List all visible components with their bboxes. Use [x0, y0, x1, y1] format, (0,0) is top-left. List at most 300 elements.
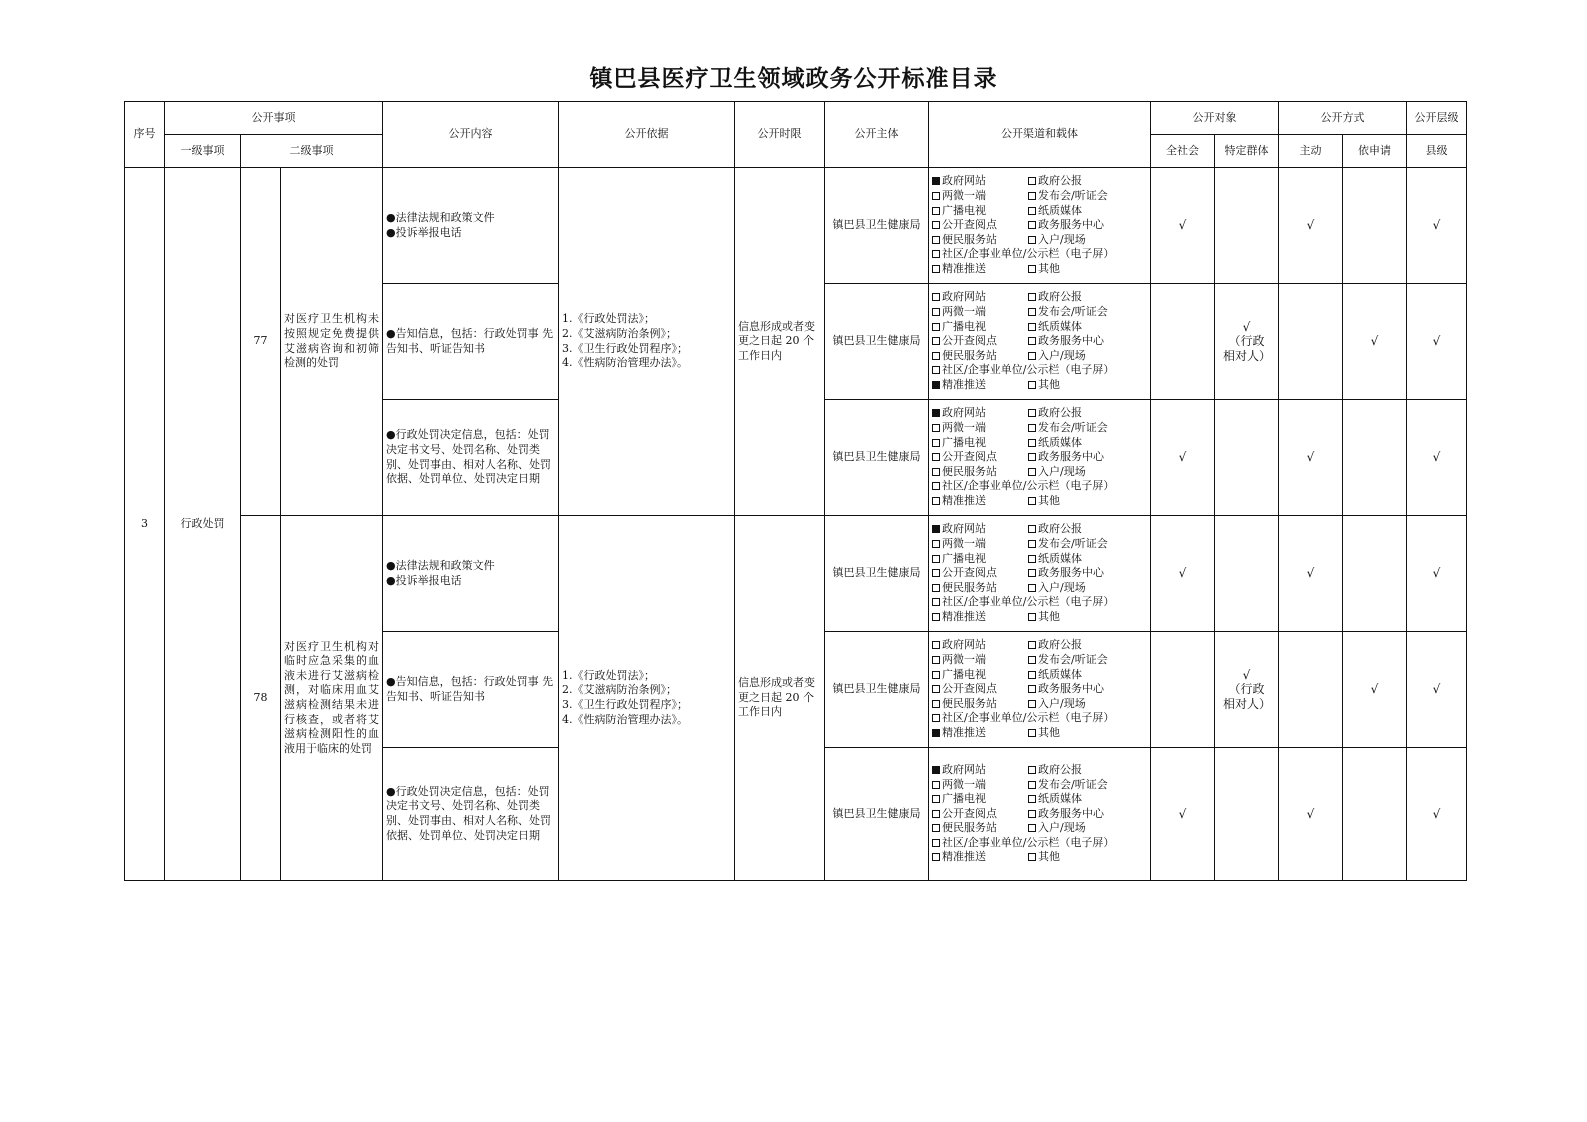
channel-option — [932, 552, 1028, 567]
on-request-check — [1343, 516, 1407, 632]
channel-label: 政府网站 — [942, 522, 986, 536]
unchecked-box-icon — [932, 671, 940, 679]
channel-label: 精准推送 — [942, 261, 986, 275]
channel-row — [932, 522, 1150, 537]
unchecked-box-icon — [1028, 700, 1036, 708]
header-channel: 公开渠道和载体 — [929, 102, 1151, 168]
channel-option — [932, 436, 1028, 451]
table-row — [125, 168, 1467, 284]
header-active: 主动 — [1279, 135, 1343, 168]
checked-box-icon — [932, 409, 940, 417]
channel-label: 公开查阅点 — [942, 334, 997, 348]
channel-label: 纸质媒体 — [1038, 203, 1082, 217]
unchecked-box-icon — [932, 221, 940, 229]
unchecked-box-icon — [1028, 409, 1036, 417]
channel-option — [1028, 581, 1086, 596]
header-county: 县级 — [1407, 135, 1467, 168]
content-cell: ●行政处罚决定信息，包括：处罚决定书文号、处罚名称、处罚类别、处罚事由、相对人名称、处罚依据、处罚单位、处罚决定日期 — [383, 748, 559, 881]
channel-row — [932, 552, 1150, 567]
channel-label: 纸质媒体 — [1038, 435, 1082, 449]
channel-option — [932, 668, 1028, 683]
channel-cell — [929, 168, 1151, 284]
channel-label: 两微一端 — [942, 653, 986, 667]
active-check: √ — [1279, 168, 1343, 284]
channel-label: 入户/现场 — [1038, 464, 1086, 478]
channel-option — [1028, 763, 1082, 778]
specific-group-check: √ （行政相对人） — [1215, 632, 1279, 748]
unchecked-box-icon — [1028, 824, 1036, 832]
channel-label: 精准推送 — [942, 377, 986, 391]
channel-label: 两微一端 — [942, 777, 986, 791]
unchecked-box-icon — [932, 641, 940, 649]
channel-option — [1028, 494, 1060, 509]
header-all-society: 全社会 — [1151, 135, 1215, 168]
unchecked-box-icon — [1028, 525, 1036, 533]
channel-label: 其他 — [1038, 261, 1060, 275]
unchecked-box-icon — [932, 700, 940, 708]
channel-label: 入户/现场 — [1038, 232, 1086, 246]
channel-label: 广播电视 — [942, 203, 986, 217]
channel-option — [1028, 850, 1060, 865]
channel-option — [932, 778, 1028, 793]
unchecked-box-icon — [932, 308, 940, 316]
basis-line: 1.《行政处罚法》； — [562, 312, 655, 326]
channel-row — [932, 697, 1150, 712]
channel-row — [932, 850, 1150, 865]
unchecked-box-icon — [932, 685, 940, 693]
channel-label: 广播电视 — [942, 435, 986, 449]
channel-row — [932, 479, 1150, 494]
channel-cell — [929, 284, 1151, 400]
channel-option — [1028, 522, 1082, 537]
unchecked-box-icon — [1028, 265, 1036, 273]
unchecked-box-icon — [932, 839, 940, 847]
unchecked-box-icon — [1028, 641, 1036, 649]
channel-option — [932, 233, 1028, 248]
channel-option — [1028, 821, 1086, 836]
channel-option — [1028, 450, 1104, 465]
all-society-check: √ — [1151, 168, 1215, 284]
channel-row — [932, 233, 1150, 248]
channel-label: 入户/现场 — [1038, 580, 1086, 594]
channel-row — [932, 581, 1150, 596]
channel-option — [932, 792, 1028, 807]
channel-option — [932, 821, 1028, 836]
table-row — [125, 516, 1467, 632]
unchecked-box-icon — [1028, 439, 1036, 447]
channel-option — [932, 653, 1028, 668]
channel-row — [932, 726, 1150, 741]
on-request-check — [1343, 400, 1407, 516]
channel-label: 发布会/听证会 — [1038, 777, 1108, 791]
unchecked-box-icon — [932, 424, 940, 432]
channel-option — [1028, 638, 1082, 653]
channel-label: 入户/现场 — [1038, 348, 1086, 362]
subject-cell: 镇巴县卫生健康局 — [825, 284, 929, 400]
all-society-check: √ — [1151, 748, 1215, 881]
basis-line: 3.《卫生行政处罚程序》； — [562, 341, 688, 355]
unchecked-box-icon — [1028, 177, 1036, 185]
channel-row — [932, 494, 1150, 509]
channel-row — [932, 566, 1150, 581]
channel-label: 社区/企事业单位/公示栏（电子屏） — [942, 595, 1115, 609]
channel-label: 两微一端 — [942, 421, 986, 435]
unchecked-box-icon — [1028, 685, 1036, 693]
channel-label: 社区/企事业单位/公示栏（电子屏） — [942, 711, 1115, 725]
item-number: 77 — [241, 168, 281, 516]
channel-option — [932, 378, 1028, 393]
basis-line: 2.《艾滋病防治条例》； — [562, 326, 677, 340]
channel-label: 公开查阅点 — [942, 682, 997, 696]
channel-option — [1028, 610, 1060, 625]
channel-row — [932, 174, 1150, 189]
unchecked-box-icon — [1028, 853, 1036, 861]
channel-option — [1028, 320, 1082, 335]
channel-label: 精准推送 — [942, 725, 986, 739]
unchecked-box-icon — [932, 569, 940, 577]
channel-row — [932, 204, 1150, 219]
channel-option — [932, 174, 1028, 189]
header-time-limit: 公开时限 — [735, 102, 825, 168]
subject-cell: 镇巴县卫生健康局 — [825, 168, 929, 284]
unchecked-box-icon — [932, 540, 940, 548]
channel-option — [1028, 807, 1104, 822]
unchecked-box-icon — [932, 265, 940, 273]
channel-row — [932, 436, 1150, 451]
channel-option — [932, 566, 1028, 581]
header-matter: 公开事项 — [165, 102, 383, 135]
on-request-check: √ — [1343, 284, 1407, 400]
header-method: 公开方式 — [1279, 102, 1407, 135]
unchecked-box-icon — [932, 613, 940, 621]
channel-label: 政务服务中心 — [1038, 218, 1104, 232]
unchecked-box-icon — [932, 656, 940, 664]
channel-option — [1028, 421, 1108, 436]
channel-row — [932, 290, 1150, 305]
all-society-check: √ — [1151, 400, 1215, 516]
channel-row — [932, 421, 1150, 436]
channel-option — [932, 494, 1028, 509]
channel-row — [932, 638, 1150, 653]
unchecked-box-icon — [1028, 221, 1036, 229]
channel-option — [932, 218, 1028, 233]
channel-label: 政府网站 — [942, 638, 986, 652]
channel-label: 社区/企事业单位/公示栏（电子屏） — [942, 479, 1115, 493]
channel-label: 便民服务站 — [942, 821, 997, 835]
channel-row — [932, 807, 1150, 822]
channel-label: 发布会/听证会 — [1038, 537, 1108, 551]
channel-row — [932, 218, 1150, 233]
unchecked-box-icon — [1028, 323, 1036, 331]
unchecked-box-icon — [932, 323, 940, 331]
active-check: √ — [1279, 516, 1343, 632]
item-number: 78 — [241, 516, 281, 881]
channel-label: 发布会/听证会 — [1038, 189, 1108, 203]
unchecked-box-icon — [1028, 584, 1036, 592]
channel-cell — [929, 748, 1151, 881]
channel-label: 精准推送 — [942, 850, 986, 864]
basis-line: 4.《性病防治管理办法》。 — [562, 712, 688, 726]
unchecked-box-icon — [932, 714, 940, 722]
unchecked-box-icon — [1028, 352, 1036, 360]
basis-cell — [559, 516, 735, 881]
unchecked-box-icon — [1028, 453, 1036, 461]
channel-label: 两微一端 — [942, 305, 986, 319]
unchecked-box-icon — [1028, 337, 1036, 345]
channel-label: 公开查阅点 — [942, 806, 997, 820]
content-cell: ●告知信息，包括：行政处罚事 先告知书、听证告知书 — [383, 632, 559, 748]
channel-label: 广播电视 — [942, 667, 986, 681]
channel-option — [932, 479, 1114, 494]
channel-label: 其他 — [1038, 493, 1060, 507]
channel-option — [1028, 218, 1104, 233]
channel-label: 两微一端 — [942, 189, 986, 203]
channel-label: 便民服务站 — [942, 580, 997, 594]
channel-option — [1028, 537, 1108, 552]
content-cell: ●法律法规和政策文件 ●投诉举报电话 — [383, 516, 559, 632]
channel-row — [932, 682, 1150, 697]
on-request-check: √ — [1343, 632, 1407, 748]
channel-option — [932, 581, 1028, 596]
channel-option — [1028, 290, 1082, 305]
time-limit-cell: 信息形成或者变更之日起 20 个工作日内 — [735, 168, 825, 516]
on-request-check — [1343, 168, 1407, 284]
channel-label: 政务服务中心 — [1038, 450, 1104, 464]
channel-label: 政府网站 — [942, 174, 986, 188]
level1-cell: 行政处罚 — [165, 168, 241, 881]
county-check: √ — [1407, 284, 1467, 400]
channel-label: 发布会/听证会 — [1038, 653, 1108, 667]
channel-label: 纸质媒体 — [1038, 551, 1082, 565]
specific-group-check: √ （行政相对人） — [1215, 284, 1279, 400]
channel-option — [932, 537, 1028, 552]
unchecked-box-icon — [1028, 795, 1036, 803]
channel-option — [932, 247, 1114, 262]
channel-option — [932, 638, 1028, 653]
channel-option — [932, 421, 1028, 436]
channel-row — [932, 537, 1150, 552]
subject-cell: 镇巴县卫生健康局 — [825, 748, 929, 881]
unchecked-box-icon — [932, 453, 940, 461]
channel-option — [932, 610, 1028, 625]
county-check: √ — [1407, 400, 1467, 516]
header-row-1 — [125, 102, 1467, 135]
active-check: √ — [1279, 400, 1343, 516]
content-cell: ●告知信息，包括：行政处罚事 先告知书、听证告知书 — [383, 284, 559, 400]
header-on-request: 依申请 — [1343, 135, 1407, 168]
channel-label: 政务服务中心 — [1038, 682, 1104, 696]
channel-option — [932, 726, 1028, 741]
channel-label: 公开查阅点 — [942, 218, 997, 232]
channel-label: 其他 — [1038, 725, 1060, 739]
unchecked-box-icon — [932, 853, 940, 861]
header-level1: 一级事项 — [165, 135, 241, 168]
unchecked-box-icon — [1028, 192, 1036, 200]
channel-label: 政府网站 — [942, 762, 986, 776]
channel-option — [932, 850, 1028, 865]
seq-cell: 3 — [125, 168, 165, 881]
channel-option — [932, 334, 1028, 349]
unchecked-box-icon — [1028, 381, 1036, 389]
channel-option — [932, 711, 1114, 726]
all-society-check — [1151, 284, 1215, 400]
channel-label: 政府网站 — [942, 290, 986, 304]
unchecked-box-icon — [1028, 555, 1036, 563]
header-specific-group: 特定群体 — [1215, 135, 1279, 168]
channel-label: 便民服务站 — [942, 348, 997, 362]
unchecked-box-icon — [932, 192, 940, 200]
on-request-check — [1343, 748, 1407, 881]
channel-option — [1028, 349, 1086, 364]
content-cell: ●行政处罚决定信息，包括：处罚决定书文号、处罚名称、处罚类别、处罚事由、相对人名称、处罚依据、处罚单位、处罚决定日期 — [383, 400, 559, 516]
channel-label: 发布会/听证会 — [1038, 305, 1108, 319]
channel-label: 入户/现场 — [1038, 696, 1086, 710]
channel-option — [932, 349, 1028, 364]
channel-option — [932, 363, 1114, 378]
channel-row — [932, 595, 1150, 610]
channel-row — [932, 247, 1150, 262]
channel-option — [932, 262, 1028, 277]
county-check: √ — [1407, 516, 1467, 632]
county-check: √ — [1407, 748, 1467, 881]
checked-box-icon — [932, 177, 940, 185]
channel-label: 政府公报 — [1038, 290, 1082, 304]
channel-option — [1028, 697, 1086, 712]
all-society-check: √ — [1151, 516, 1215, 632]
channel-row — [932, 836, 1150, 851]
header-content: 公开内容 — [383, 102, 559, 168]
unchecked-box-icon — [932, 468, 940, 476]
specific-group-check — [1215, 748, 1279, 881]
checked-box-icon — [932, 525, 940, 533]
channel-option — [932, 807, 1028, 822]
unchecked-box-icon — [1028, 729, 1036, 737]
channel-label: 纸质媒体 — [1038, 667, 1082, 681]
unchecked-box-icon — [932, 824, 940, 832]
channel-label: 广播电视 — [942, 792, 986, 806]
channel-label: 纸质媒体 — [1038, 319, 1082, 333]
channel-option — [932, 697, 1028, 712]
channel-option — [932, 204, 1028, 219]
channel-option — [932, 465, 1028, 480]
channel-option — [932, 320, 1028, 335]
channel-option — [1028, 552, 1082, 567]
channel-option — [1028, 378, 1060, 393]
subject-cell: 镇巴县卫生健康局 — [825, 516, 929, 632]
checked-box-icon — [932, 381, 940, 389]
subject-cell: 镇巴县卫生健康局 — [825, 632, 929, 748]
channel-option — [932, 763, 1028, 778]
channel-option — [1028, 262, 1060, 277]
channel-cell — [929, 516, 1151, 632]
unchecked-box-icon — [932, 781, 940, 789]
channel-label: 社区/企事业单位/公示栏（电子屏） — [942, 835, 1115, 849]
active-check — [1279, 284, 1343, 400]
unchecked-box-icon — [1028, 781, 1036, 789]
page-title: 镇巴县医疗卫生领域政务公开标准目录 — [589, 65, 998, 92]
basis-line: 1.《行政处罚法》； — [562, 668, 655, 682]
channel-option — [1028, 726, 1060, 741]
channel-label: 纸质媒体 — [1038, 792, 1082, 806]
channel-row — [932, 305, 1150, 320]
header-target: 公开对象 — [1151, 102, 1279, 135]
channel-label: 入户/现场 — [1038, 821, 1086, 835]
channel-label: 精准推送 — [942, 609, 986, 623]
channel-row — [932, 189, 1150, 204]
unchecked-box-icon — [1028, 810, 1036, 818]
unchecked-box-icon — [932, 366, 940, 374]
channel-option — [1028, 204, 1082, 219]
unchecked-box-icon — [932, 795, 940, 803]
channel-cell — [929, 632, 1151, 748]
unchecked-box-icon — [1028, 613, 1036, 621]
unchecked-box-icon — [1028, 671, 1036, 679]
channel-option — [1028, 189, 1108, 204]
channel-option — [1028, 305, 1108, 320]
channel-label: 便民服务站 — [942, 464, 997, 478]
channel-option — [1028, 653, 1108, 668]
channel-option — [932, 406, 1028, 421]
channel-option — [1028, 668, 1082, 683]
channel-label: 社区/企事业单位/公示栏（电子屏） — [942, 363, 1115, 377]
unchecked-box-icon — [932, 207, 940, 215]
channel-label: 公开查阅点 — [942, 450, 997, 464]
channel-row — [932, 406, 1150, 421]
unchecked-box-icon — [932, 482, 940, 490]
unchecked-box-icon — [932, 810, 940, 818]
specific-group-check — [1215, 168, 1279, 284]
channel-option — [1028, 566, 1104, 581]
channel-label: 政务服务中心 — [1038, 566, 1104, 580]
unchecked-box-icon — [932, 439, 940, 447]
header-basis: 公开依据 — [559, 102, 735, 168]
channel-row — [932, 711, 1150, 726]
channel-option — [1028, 792, 1082, 807]
channel-row — [932, 610, 1150, 625]
channel-option — [1028, 233, 1086, 248]
item-name: 对医疗卫生机构未按照规定免费提供艾滋病咨询和初筛检测的处罚 — [281, 168, 383, 516]
county-check: √ — [1407, 632, 1467, 748]
unchecked-box-icon — [932, 598, 940, 606]
unchecked-box-icon — [1028, 236, 1036, 244]
channel-cell — [929, 400, 1151, 516]
channel-label: 社区/企事业单位/公示栏（电子屏） — [942, 247, 1115, 261]
header-tier: 公开层级 — [1407, 102, 1467, 135]
channel-label: 广播电视 — [942, 319, 986, 333]
channel-row — [932, 262, 1150, 277]
channel-row — [932, 320, 1150, 335]
unchecked-box-icon — [932, 293, 940, 301]
channel-row — [932, 821, 1150, 836]
channel-row — [932, 763, 1150, 778]
content-cell: ●法律法规和政策文件 ●投诉举报电话 — [383, 168, 559, 284]
channel-row — [932, 653, 1150, 668]
unchecked-box-icon — [1028, 468, 1036, 476]
unchecked-box-icon — [932, 555, 940, 563]
channel-option — [1028, 778, 1108, 793]
channel-row — [932, 334, 1150, 349]
channel-option — [932, 189, 1028, 204]
active-check: √ — [1279, 748, 1343, 881]
channel-row — [932, 792, 1150, 807]
disclosure-catalog-table — [124, 101, 1467, 881]
unchecked-box-icon — [1028, 540, 1036, 548]
unchecked-box-icon — [932, 584, 940, 592]
channel-row — [932, 465, 1150, 480]
basis-cell — [559, 168, 735, 516]
unchecked-box-icon — [1028, 308, 1036, 316]
channel-option — [932, 522, 1028, 537]
